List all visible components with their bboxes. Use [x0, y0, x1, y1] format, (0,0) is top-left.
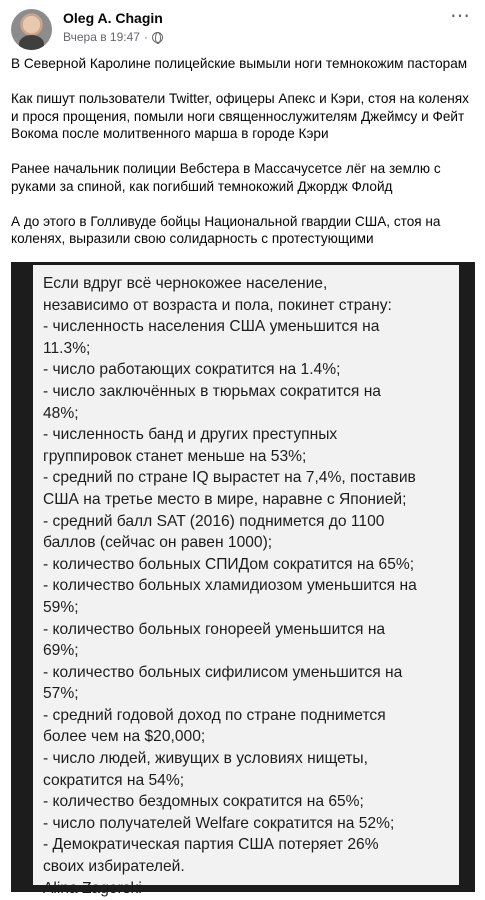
- post-image[interactable]: [11, 262, 475, 897]
- more-options-icon[interactable]: ⋯: [450, 5, 471, 27]
- post-meta: [63, 30, 163, 44]
- post-timestamp[interactable]: Вчера в 19:47: [63, 30, 140, 44]
- avatar[interactable]: [11, 9, 52, 50]
- post-paragraph: А до этого в Голливуде бойцы Национальной гвардии США, стоя на коленях, выразили свою солидарность с протестующими: [11, 213, 441, 246]
- post-header: [0, 0, 485, 52]
- post-text: [11, 55, 476, 265]
- image-text-panel: [33, 265, 459, 897]
- image-text: Если вдруг всё чернокожее население, независимо от возраста и пола, покинет страну: - численность населения США уменьшится на 11.3%; - число работающих сократится на 1.4%; - число заключённых в тюрьмах сократится на 48%; - численность банд и других преступных группировок станет меньше на 53%; - средний по стране IQ вырастет на 7,4%, поставив США на третье место в мире, наравне с Японией; - средний балл SAT (2016) поднимется до 1100 баллов (сейчас он равен 1000); - количество больных СПИДом сократится на 65%; - количество больных хламидиозом уменьшится на 59%; - количество больных гонореей уменьшится на 69%; - количество больных сифилисом уменьшится на 57%; - средний годовой доход по стране поднимется более чем на $20,000; - число людей, живущих в условиях нищеты, сократится на 54%; - количество бездомных сократится на 65%; - число получателей Welfare сократится на 52%; - Демократическая партия США потеряет 26% своих избирателей. Alina Zagorski: [43, 275, 417, 897]
- post-paragraph: В Северной Каролине полицейские вымыли ноги темнокожим пасторам: [11, 56, 468, 71]
- post-paragraph: Ранее начальник полиции Вебстера в Массачусетсе лёг на землю с руками за спиной, как погибший темнокожий Джордж Флойд: [11, 161, 441, 194]
- post-paragraph: Как пишут пользователи Twitter, офицеры Апекс и Кэри, стоя на коленях и прося прощения, помыли ноги священнослужителям Джеймсу и Фейт Вокома после молитвенного марша в городе Кэри: [11, 91, 469, 141]
- globe-icon: [152, 32, 163, 43]
- author-name[interactable]: Oleg A. Chagin: [63, 10, 163, 26]
- meta-separator: ·: [143, 30, 148, 44]
